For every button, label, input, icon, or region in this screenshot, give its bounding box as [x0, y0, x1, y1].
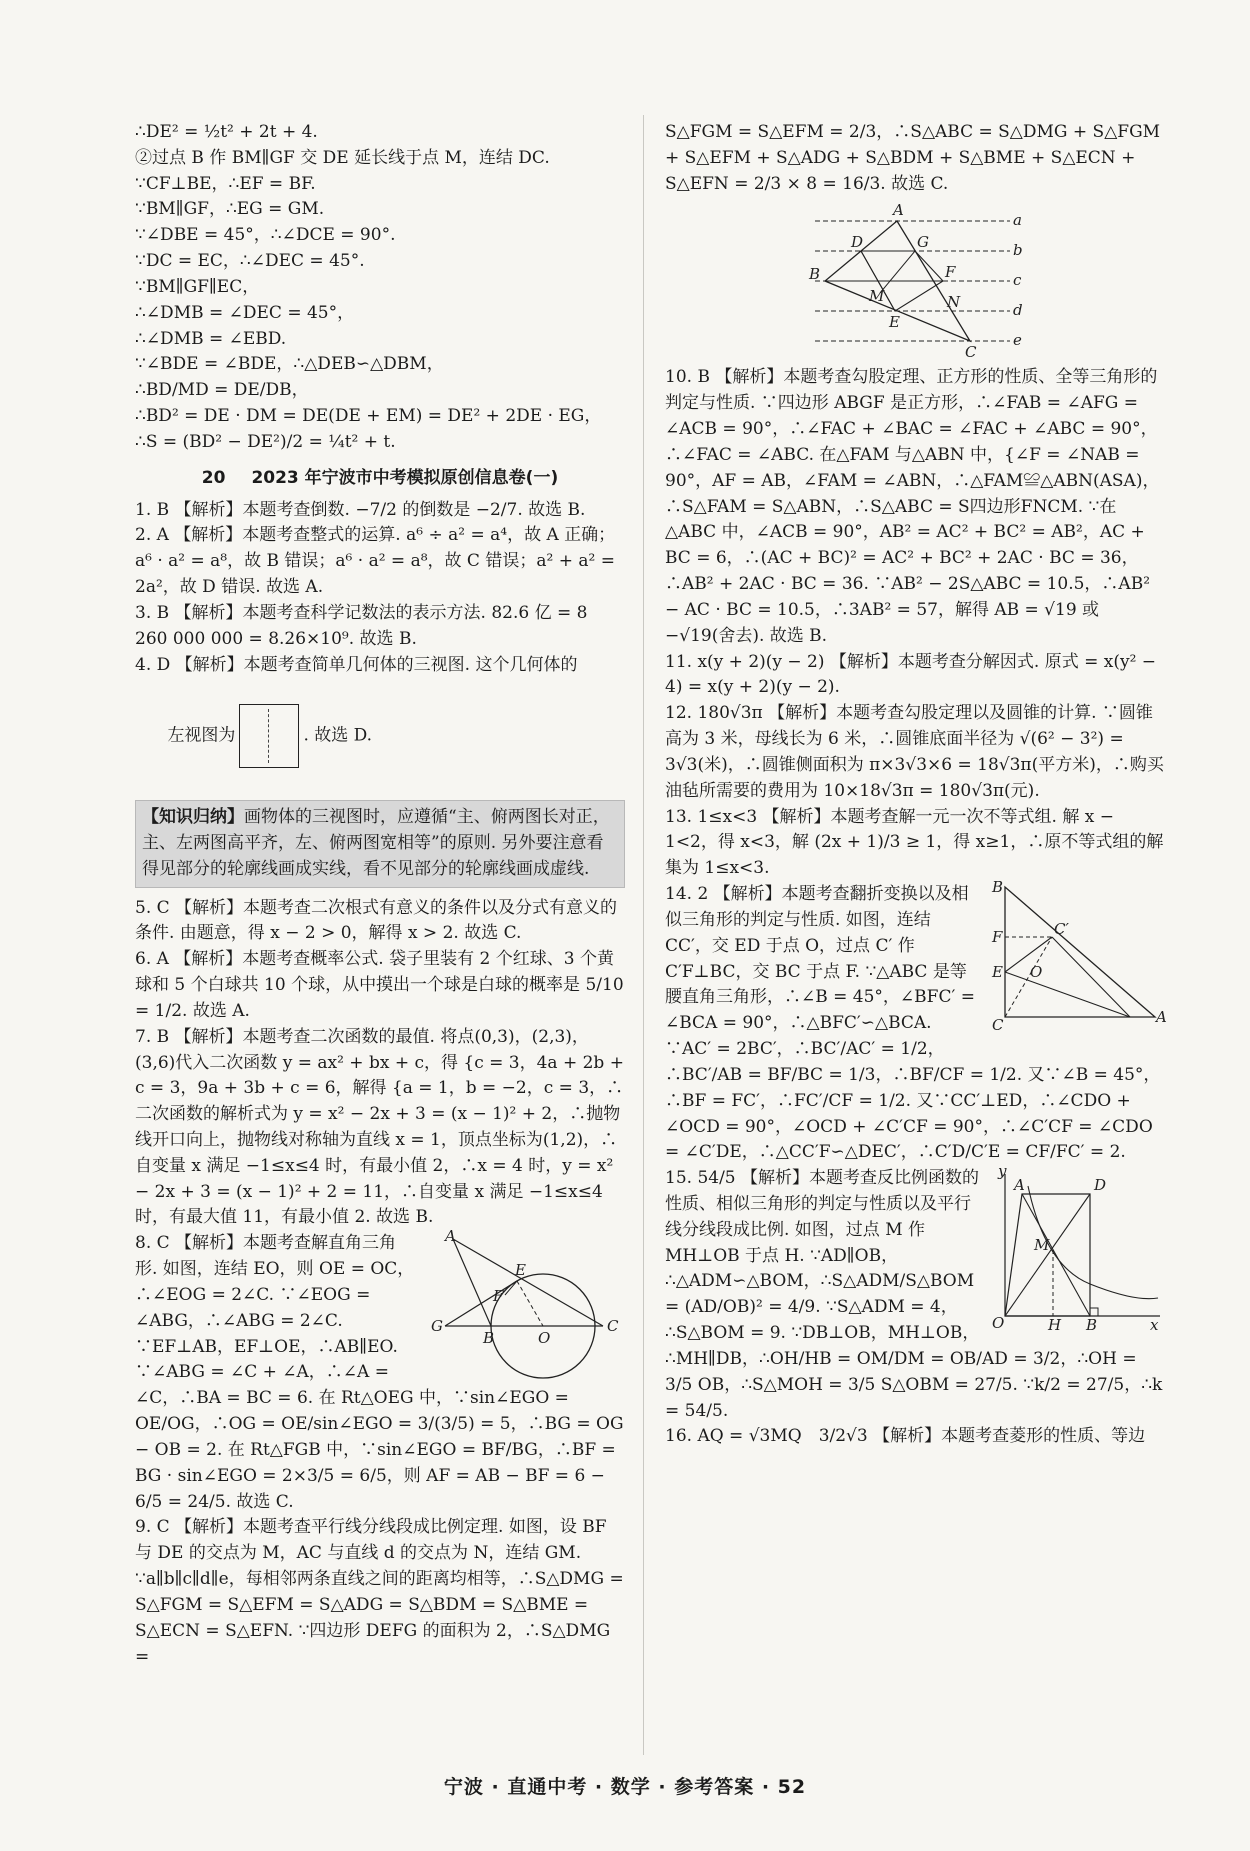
label-d: d — [1013, 301, 1023, 320]
label-A: A — [1014, 1176, 1025, 1195]
label-A: A — [1156, 1008, 1167, 1027]
label-O: O — [1030, 963, 1043, 982]
label-E: E — [889, 313, 900, 332]
tip-label: 【知识归纳】 — [142, 807, 244, 828]
label-G: G — [431, 1317, 443, 1336]
answer-item: 10. B 【解析】本题考查勾股定理、正方形的性质、全等三角形的判定与性质. ∵四边形 ABGF 是正方形，∴∠FAB = ∠AFG = ∠ACB = 90°，∴∠FAC + ∠BAC = ∠FAC + ∠ABC = 90°，∴∠FAC = ∠ABC. 在△FAM 与△ABN 中，{∠F = ∠NAB = 90°，AF = AB，∠FAM = ∠ABN，∴△FAM≌△ABN(ASA)，∴S△FAM = S△ABN，∴S△ABC = S四边形FNCM. ∵在△ABC 中，∠ACB = 90°，AB² = AC² + BC² = AB²，AC + BC = 6，∴(AC + BC)² = AC² + BC² + 2AC · BC = 36，∴AB² + 2AC · BC = 36. ∵AB² − 2S△ABC = 10.5，∴AB² − AC · BC = 10.5，∴3AB² = 57，解得 AB = √19 或 −√19(舍去). 故选 B. — [665, 367, 1160, 646]
knowledge-tip — [135, 800, 625, 887]
prelude-line: ∴BD² = DE · DM = DE(DE + EM) = DE² + 2DE · EG， — [135, 406, 602, 427]
label-A: A — [893, 201, 904, 220]
label-x: x — [1150, 1316, 1159, 1335]
page-footer: 宁波 · 直通中考 · 数学 · 参考答案 · 52 — [443, 1776, 807, 1798]
label-F: F — [493, 1287, 504, 1306]
label-A: A — [445, 1227, 456, 1246]
tip-text: 画物体的三视图时，应遵循“主、俯两图长对正，主、左两图高平齐，左、俯两图宽相等”的原则. 另外要注意看得见部分的轮廓线画成实线，看不见部分的轮廓线画成虚线. — [142, 807, 610, 879]
label-B: B — [809, 265, 821, 284]
label-C-prime: C′ — [1054, 920, 1069, 939]
answer-item: 15. 54/5 【解析】本题考查反比例函数的性质、相似三角形的判定与性质以及平行线分线段成比例. 如图，过点 M 作 MH⊥OB 于点 H. ∵AD∥OB，∴△ADM∽△BOM，∴S△ADM/S△BOM = (AD/OB)² = 4/9. ∵S△ADM = 4，∴S△BOM = 9. ∵DB⊥OB，MH⊥OB，∴MH∥DB，∴OH/HB = OM/DM = OB/AD = 3/2，∴OH = 3/5 OB，∴S△MOH = 3/5 S△OBM = 27/5. ∵k/2 = 27/5，∴k = 54/5. — [665, 1168, 1168, 1421]
label-C: C — [607, 1317, 619, 1336]
label-B: B — [483, 1329, 495, 1348]
label-M: M — [869, 287, 885, 306]
label-H: H — [1048, 1316, 1062, 1335]
left-column — [135, 120, 630, 1670]
prelude-line: ∵CF⊥BE，∴EF = BF. — [135, 173, 316, 194]
section-number: 20 — [201, 467, 226, 488]
answer-item: 9. C 【解析】本题考查平行线分线段成比例定理. 如图，设 BF 与 DE 的交点为 M，AC 与直线 d 的交点为 N，连结 GM. ∵a∥b∥c∥d∥e，每相邻两条直线之间的距离均相等，∴S△DMG = S△FGM = S△EFM = S△ADG = S△BDM = S△BME = S△ECN = S△EFN. ∵四边形 DEFG 的面积为 2，∴S△DMG = — [135, 1517, 630, 1667]
label-O: O — [992, 1314, 1005, 1333]
label-E: E — [515, 1261, 526, 1280]
answer-item: S△FGM = S△EFM = 2/3，∴S△ABC = S△DMG + S△FGM + S△EFM + S△ADG + S△BDM + S△BME + S△ECN + S△EFN = 2/3 × 8 = 16/3. 故选 C. — [665, 122, 1166, 194]
label-B: B — [992, 878, 1004, 897]
label-F: F — [945, 263, 956, 282]
label-E: E — [992, 963, 1003, 982]
label-a: a — [1013, 211, 1022, 230]
prelude-line: ∵BM∥GF，∴EG = GM. — [135, 199, 325, 220]
label-c: c — [1013, 271, 1022, 290]
answer-item: 16. AQ = √3MQ 3/2√3 【解析】本题考查菱形的性质、等边 — [665, 1426, 1146, 1447]
label-O: O — [538, 1329, 551, 1348]
label-B: B — [1086, 1316, 1098, 1335]
section-name: 2023 年宁波市中考模拟原创信息卷(一) — [251, 467, 559, 488]
label-D: D — [851, 233, 864, 252]
right-column — [665, 120, 1168, 1450]
answer-item: 3. B 【解析】本题考查科学记数法的表示方法. 82.6 亿 = 8 260 000 000 = 8.26×10⁹. 故选 B. — [135, 602, 593, 649]
left-view-figure — [239, 704, 299, 768]
answer-item: 12. 180√3π 【解析】本题考查勾股定理以及圆锥的计算. ∵圆锥高为 3 米，母线长为 6 米，∴圆锥底面半径为 √(6² − 3²) = 3√3(米)，∴圆锥侧面积为 π×3√3×6 = 18√3π(平方米)，∴购买油毡所需要的费用为 10×18√3π = 180√3π(元). — [665, 703, 1164, 801]
answer-item: 11. x(y + 2)(y − 2) 【解析】本题考查分解因式. 原式 = x(y² − 4) = x(y + 2)(y − 2). — [665, 651, 1162, 698]
column-divider — [643, 115, 644, 1755]
prelude-line: ∴DE² = ½t² + 2t + 4. — [135, 122, 318, 142]
prelude-line: ∴BD/MD = DE/DB， — [135, 380, 309, 401]
label-F: F — [992, 928, 1003, 947]
prelude-line: ∵∠DBE = 45°，∴∠DCE = 90°. — [135, 225, 396, 246]
prelude-line: ∴∠DMB = ∠DEC = 45°， — [135, 302, 355, 323]
prelude-line: ②过点 B 作 BM∥GF 交 DE 延长线于点 M，连结 DC. — [135, 147, 550, 168]
prelude-line: ∵∠BDE = ∠BDE，∴△DEB∽△DBM， — [135, 354, 444, 375]
label-N: N — [947, 293, 961, 312]
label-D: D — [1094, 1176, 1107, 1195]
label-C: C — [992, 1016, 1004, 1035]
prelude-line: ∵DC = EC，∴∠DEC = 45°. — [135, 251, 365, 272]
prelude-line: ∵BM∥GF∥EC， — [135, 276, 260, 297]
q8-circle-figure — [425, 1227, 625, 1381]
label-y: y — [998, 1162, 1007, 1181]
label-C: C — [965, 343, 977, 362]
prelude-line: ∴∠DMB = ∠EBD. — [135, 328, 287, 349]
answer-item: 8. C 【解析】本题考查解直角三角形. 如图，连结 EO，则 OE = OC，∴∠EOG = 2∠C. ∵∠EOG = ∠ABG，∴∠ABG = 2∠C. ∵EF⊥AB，EF⊥OE，∴AB∥EO. ∵∠ABG = ∠C + ∠A，∴∠A = ∠C，∴BA = BC = 6. 在 Rt△OEG 中，∵sin∠EGO = OE/OG，∴OG = OE/sin∠EGO = 3/(3/5) = 5，∴BG = OG − OB = 2. 在 Rt△FGB 中，∵sin∠EGO = BF/BG，∴BF = BG · sin∠EGO = 2×3/5 = 6/5，则 AF = AB − BF = 6 − 6/5 = 24/5. 故选 C. — [135, 1233, 629, 1512]
label-M: M — [1034, 1236, 1050, 1255]
label-G: G — [917, 233, 929, 252]
answer-item: 4. D 【解析】本题考查简单几何体的三视图. 这个几何体的 — [135, 654, 578, 675]
q9-parallel-lines-figure — [785, 201, 1025, 361]
q14-triangle-figure — [990, 878, 1167, 1037]
answer-item: 14. 2 【解析】本题考查翻折变换以及相似三角形的判定与性质. 如图，连结 CC′，交 ED 于点 O，过点 C′ 作 C′F⊥BC，交 BC 于点 F. ∵△ABC 是等腰直角三角形，∴∠B = 45°，∠BFC′ = ∠BCA = 90°，∴△BFC′∽△BCA. ∵AC′ = 2BC′，∴BC′/AC′ = 1/2，∴BC′/AB = BF/BC = 1/3，∴BF/CF = 1/2. 又∵∠B = 45°，∴BF = FC′，∴FC′/CF = 1/2. 又∵CC′⊥ED，∴∠CDO + ∠OCD = 90°，∠OCD + ∠C′CF = 90°，∴∠C′CF = ∠CDO = ∠C′DE，∴△CC′F∽△DEC′，∴C′D/C′E = CF/FC′ = 2. — [665, 884, 1161, 1163]
label-b: b — [1013, 241, 1023, 260]
q15-coordinate-figure — [990, 1162, 1165, 1335]
answer-item-continuation: 左视图为 . 故选 D. — [135, 678, 625, 794]
answer-item: 1. B 【解析】本题考查倒数. −7/2 的倒数是 −2/7. 故选 B. — [135, 499, 586, 520]
answer-item: 6. A 【解析】本题考查概率公式. 袋子里装有 2 个红球、3 个黄球和 5 个白球共 10 个球，从中摸出一个球是白球的概率是 5/10 = 1/2. 故选 A. — [135, 949, 630, 1021]
answer-item: 13. 1≤x<3 【解析】本题考查解一元一次不等式组. 解 x − 1<2，得 x<3，解 (2x + 1)/3 ≥ 1，得 x≥1，∴原不等式组的解集为 1≤x<3. — [665, 806, 1164, 879]
prelude-line: ∴S = (BD² − DE²)/2 = ¼t² + t. — [135, 431, 396, 452]
answer-item: 2. A 【解析】本题考查整式的运算. a⁶ ÷ a² = a⁴，故 A 正确；a⁶ · a² = a⁸，故 B 错误；a⁶ · a² = a⁸，故 C 错误；a² + a² = 2a²，故 D 错误. 故选 A. — [135, 525, 621, 598]
answer-item: 7. B 【解析】本题考查二次函数的最值. 将点(0,3)，(2,3)，(3,6)代入二次函数 y = ax² + bx + c，得 {c = 3，4a + 2b + c = 3，9a + 3b + c = 6，解得 {a = 1，b = −2，c = 3，∴二次函数的解析式为 y = x² − 2x + 3 = (x − 1)² + 2，∴抛物线开口向上，抛物线对称轴为直线 x = 1，顶点坐标为(1,2)，∴自变量 x 满足 −1≤x≤4 时，有最小值 2，∴x = 4 时，y = x² − 2x + 3 = (x − 1)² + 2 = 11，∴自变量 x 满足 −1≤x≤4 时，有最大值 11，有最小值 2. 故选 B. — [135, 1026, 630, 1228]
label-e: e — [1013, 331, 1022, 350]
section-title — [135, 466, 625, 492]
answer-item: 5. C 【解析】本题考查二次根式有意义的条件以及分式有意义的条件. 由题意，得 x − 2 > 0，解得 x > 2. 故选 C. — [135, 897, 618, 944]
